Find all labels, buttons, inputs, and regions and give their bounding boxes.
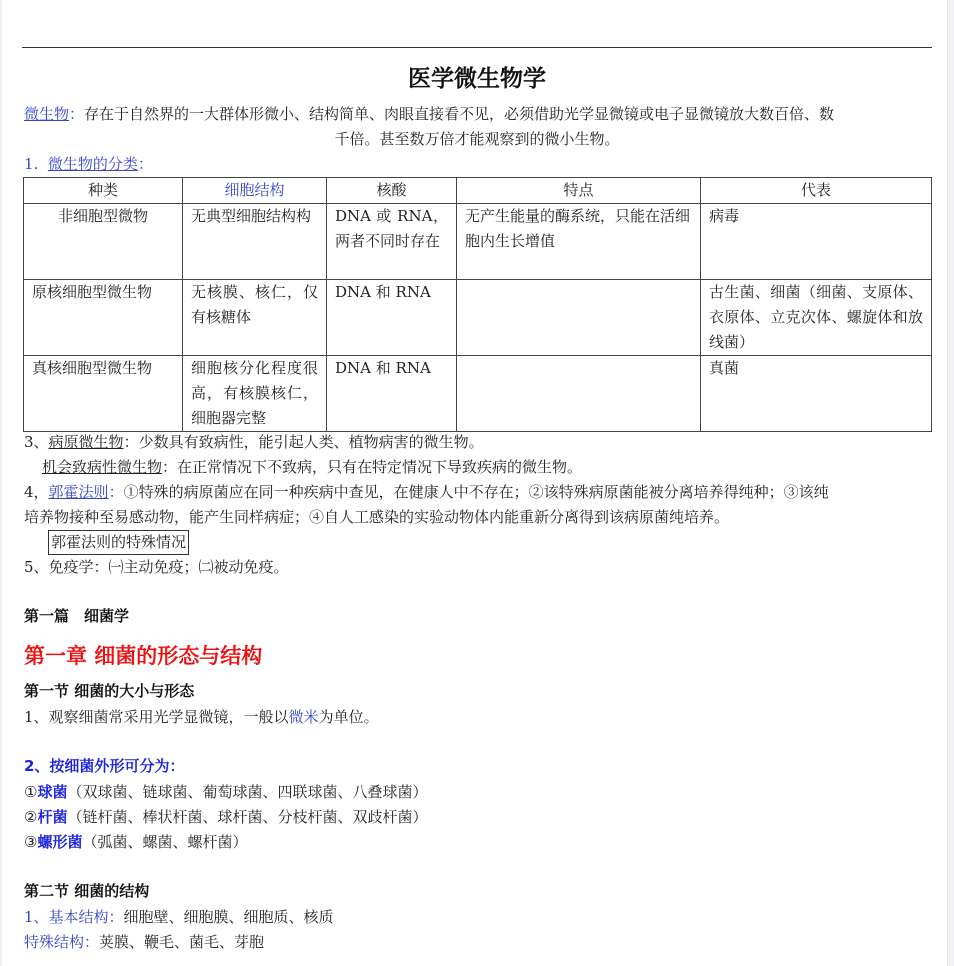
classification-link[interactable]: 微生物的分类 — [47, 155, 138, 173]
special-structure-line — [24, 930, 264, 955]
micrometer-line — [24, 705, 379, 730]
item-prefix: 3、 — [24, 433, 49, 451]
section-colon: ： — [137, 155, 153, 173]
table-cell-type: 原核细胞型微生物 — [24, 280, 183, 356]
item-colon: ： — [108, 483, 124, 501]
micrometer-highlight: 微米 — [288, 708, 319, 726]
koch-postulates-link[interactable]: 郭霍法则 — [48, 483, 109, 501]
item-colon: ： — [123, 433, 139, 451]
definition-line-1 — [24, 102, 932, 127]
table-cell-structure: 无核膜、核仁，仅有核糖体 — [183, 280, 327, 356]
chapter-title: 第一章 细菌的形态与结构 — [24, 644, 263, 668]
shape-name: 螺形菌 — [37, 833, 83, 851]
shape-detail: （双球菌、链球菌、葡萄球菌、四联球菌、八叠球菌） — [67, 783, 428, 801]
koch-text-1: ①特殊的病原菌应在同一种疾病中查见，在健康人中不存在；②该特殊病原菌能被分离培养得纯种；③该纯 — [123, 483, 829, 501]
basic-structure-label: 1、基本结构： — [24, 908, 124, 926]
table-cell-nucleic: DNA 和 RNA — [327, 356, 457, 432]
part-title: 第一篇 细菌学 — [24, 607, 130, 625]
shape-detail: （弧菌、螺菌、螺杆菌） — [82, 833, 248, 851]
definition-line-2: 千倍。甚至数万倍才能观察到的微小生物。 — [334, 130, 620, 148]
shape-detail: （链杆菌、棒状杆菌、球杆菌、分枝杆菌、双歧杆菌） — [67, 808, 428, 826]
shape-mark: ② — [24, 808, 38, 826]
shape-item — [24, 830, 247, 855]
table-header-cell: 种类 — [24, 178, 183, 204]
document-title: 医学微生物学 — [408, 66, 546, 92]
pathogen-line — [24, 430, 484, 455]
section-classification-heading — [24, 152, 153, 177]
table-cell-structure: 细胞核分化程度很高，有核膜核仁，细胞器完整 — [183, 356, 327, 432]
section-2-title: 第二节 细菌的结构 — [24, 882, 150, 900]
table-row — [24, 280, 932, 356]
term-link-microorganism[interactable]: 微生物 — [24, 105, 70, 123]
item-prefix: 4， — [24, 483, 49, 501]
table-cell-nucleic: DNA 和 RNA — [327, 280, 457, 356]
shape-item — [24, 780, 427, 805]
table-cell-structure: 无典型细胞结构构 — [183, 204, 327, 280]
pathogen-text: 少数具有致病性，能引起人类、植物病害的微生物。 — [138, 433, 484, 451]
shape-item — [24, 805, 427, 830]
koch-line-2: 培养物接种至易感动物，能产生同样病症；④自人工感染的实验动物体内能重新分离得到该病原菌纯培养。 — [24, 508, 730, 526]
table-cell-feature: 无产生能量的酶系统，只能在活细胞内生长增值 — [457, 204, 701, 280]
table-cell-feature — [457, 356, 701, 432]
table-header-row — [24, 178, 932, 204]
shape-mark: ① — [24, 783, 38, 801]
definition-text-1: 存在于自然界的一大群体形微小、结构简单、肉眼直接看不见，必须借助光学显微镜或电子显微镜放大数百倍、数 — [84, 105, 835, 123]
definition-colon: ： — [69, 105, 85, 123]
table-cell-example: 病毒 — [701, 204, 932, 280]
table-header-cell: 核酸 — [327, 178, 457, 204]
section-number: 1. — [24, 155, 39, 173]
opportunistic-line — [42, 455, 582, 480]
item-colon: ： — [162, 458, 178, 476]
table-cell-type: 非细胞型微物 — [24, 204, 183, 280]
table-row — [24, 204, 932, 280]
shape-name: 球菌 — [37, 783, 68, 801]
header-rule — [22, 47, 932, 48]
opportunistic-text: 在正常情况下不致病，只有在特定情况下导致疾病的微生物。 — [177, 458, 583, 476]
basic-structure-text: 细胞壁、细胞膜、细胞质、核质 — [123, 908, 334, 926]
table-cell-example: 真菌 — [701, 356, 932, 432]
table-cell-nucleic: DNA 或 RNA，两者不同时存在 — [327, 204, 457, 280]
micrometer-text-end: 为单位。 — [318, 708, 379, 726]
micrometer-text: 1、观察细菌常采用光学显微镜，一般以 — [24, 708, 289, 726]
table-row — [24, 356, 932, 432]
table-header-cell: 细胞结构 — [183, 178, 327, 204]
table-header-cell: 特点 — [457, 178, 701, 204]
koch-line-1 — [24, 480, 829, 505]
table-header-cell: 代表 — [701, 178, 932, 204]
opportunistic-term: 机会致病性微生物 — [42, 458, 163, 476]
table-cell-feature — [457, 280, 701, 356]
table-cell-example: 古生菌、细菌（细菌、支原体、衣原体、立克次体、螺旋体和放线菌） — [701, 280, 932, 356]
pathogen-term: 病原微生物 — [48, 433, 124, 451]
table-cell-type: 真核细胞型微生物 — [24, 356, 183, 432]
shape-name: 杆菌 — [37, 808, 68, 826]
koch-special-cases-box[interactable]: 郭霍法则的特殊情况 — [48, 530, 189, 555]
shape-mark: ③ — [24, 833, 38, 851]
shape-heading: 2、按细菌外形可分为： — [24, 757, 185, 775]
special-structure-text: 荚膜、鞭毛、菌毛、芽胞 — [99, 933, 265, 951]
basic-structure-line — [24, 905, 334, 930]
immunology-line: 5、免疫学：㈠主动免疫；㈡被动免疫。 — [24, 558, 289, 576]
classification-table — [23, 177, 932, 432]
special-structure-label: 特殊结构： — [24, 933, 100, 951]
section-1-title: 第一节 细菌的大小与形态 — [24, 682, 195, 700]
